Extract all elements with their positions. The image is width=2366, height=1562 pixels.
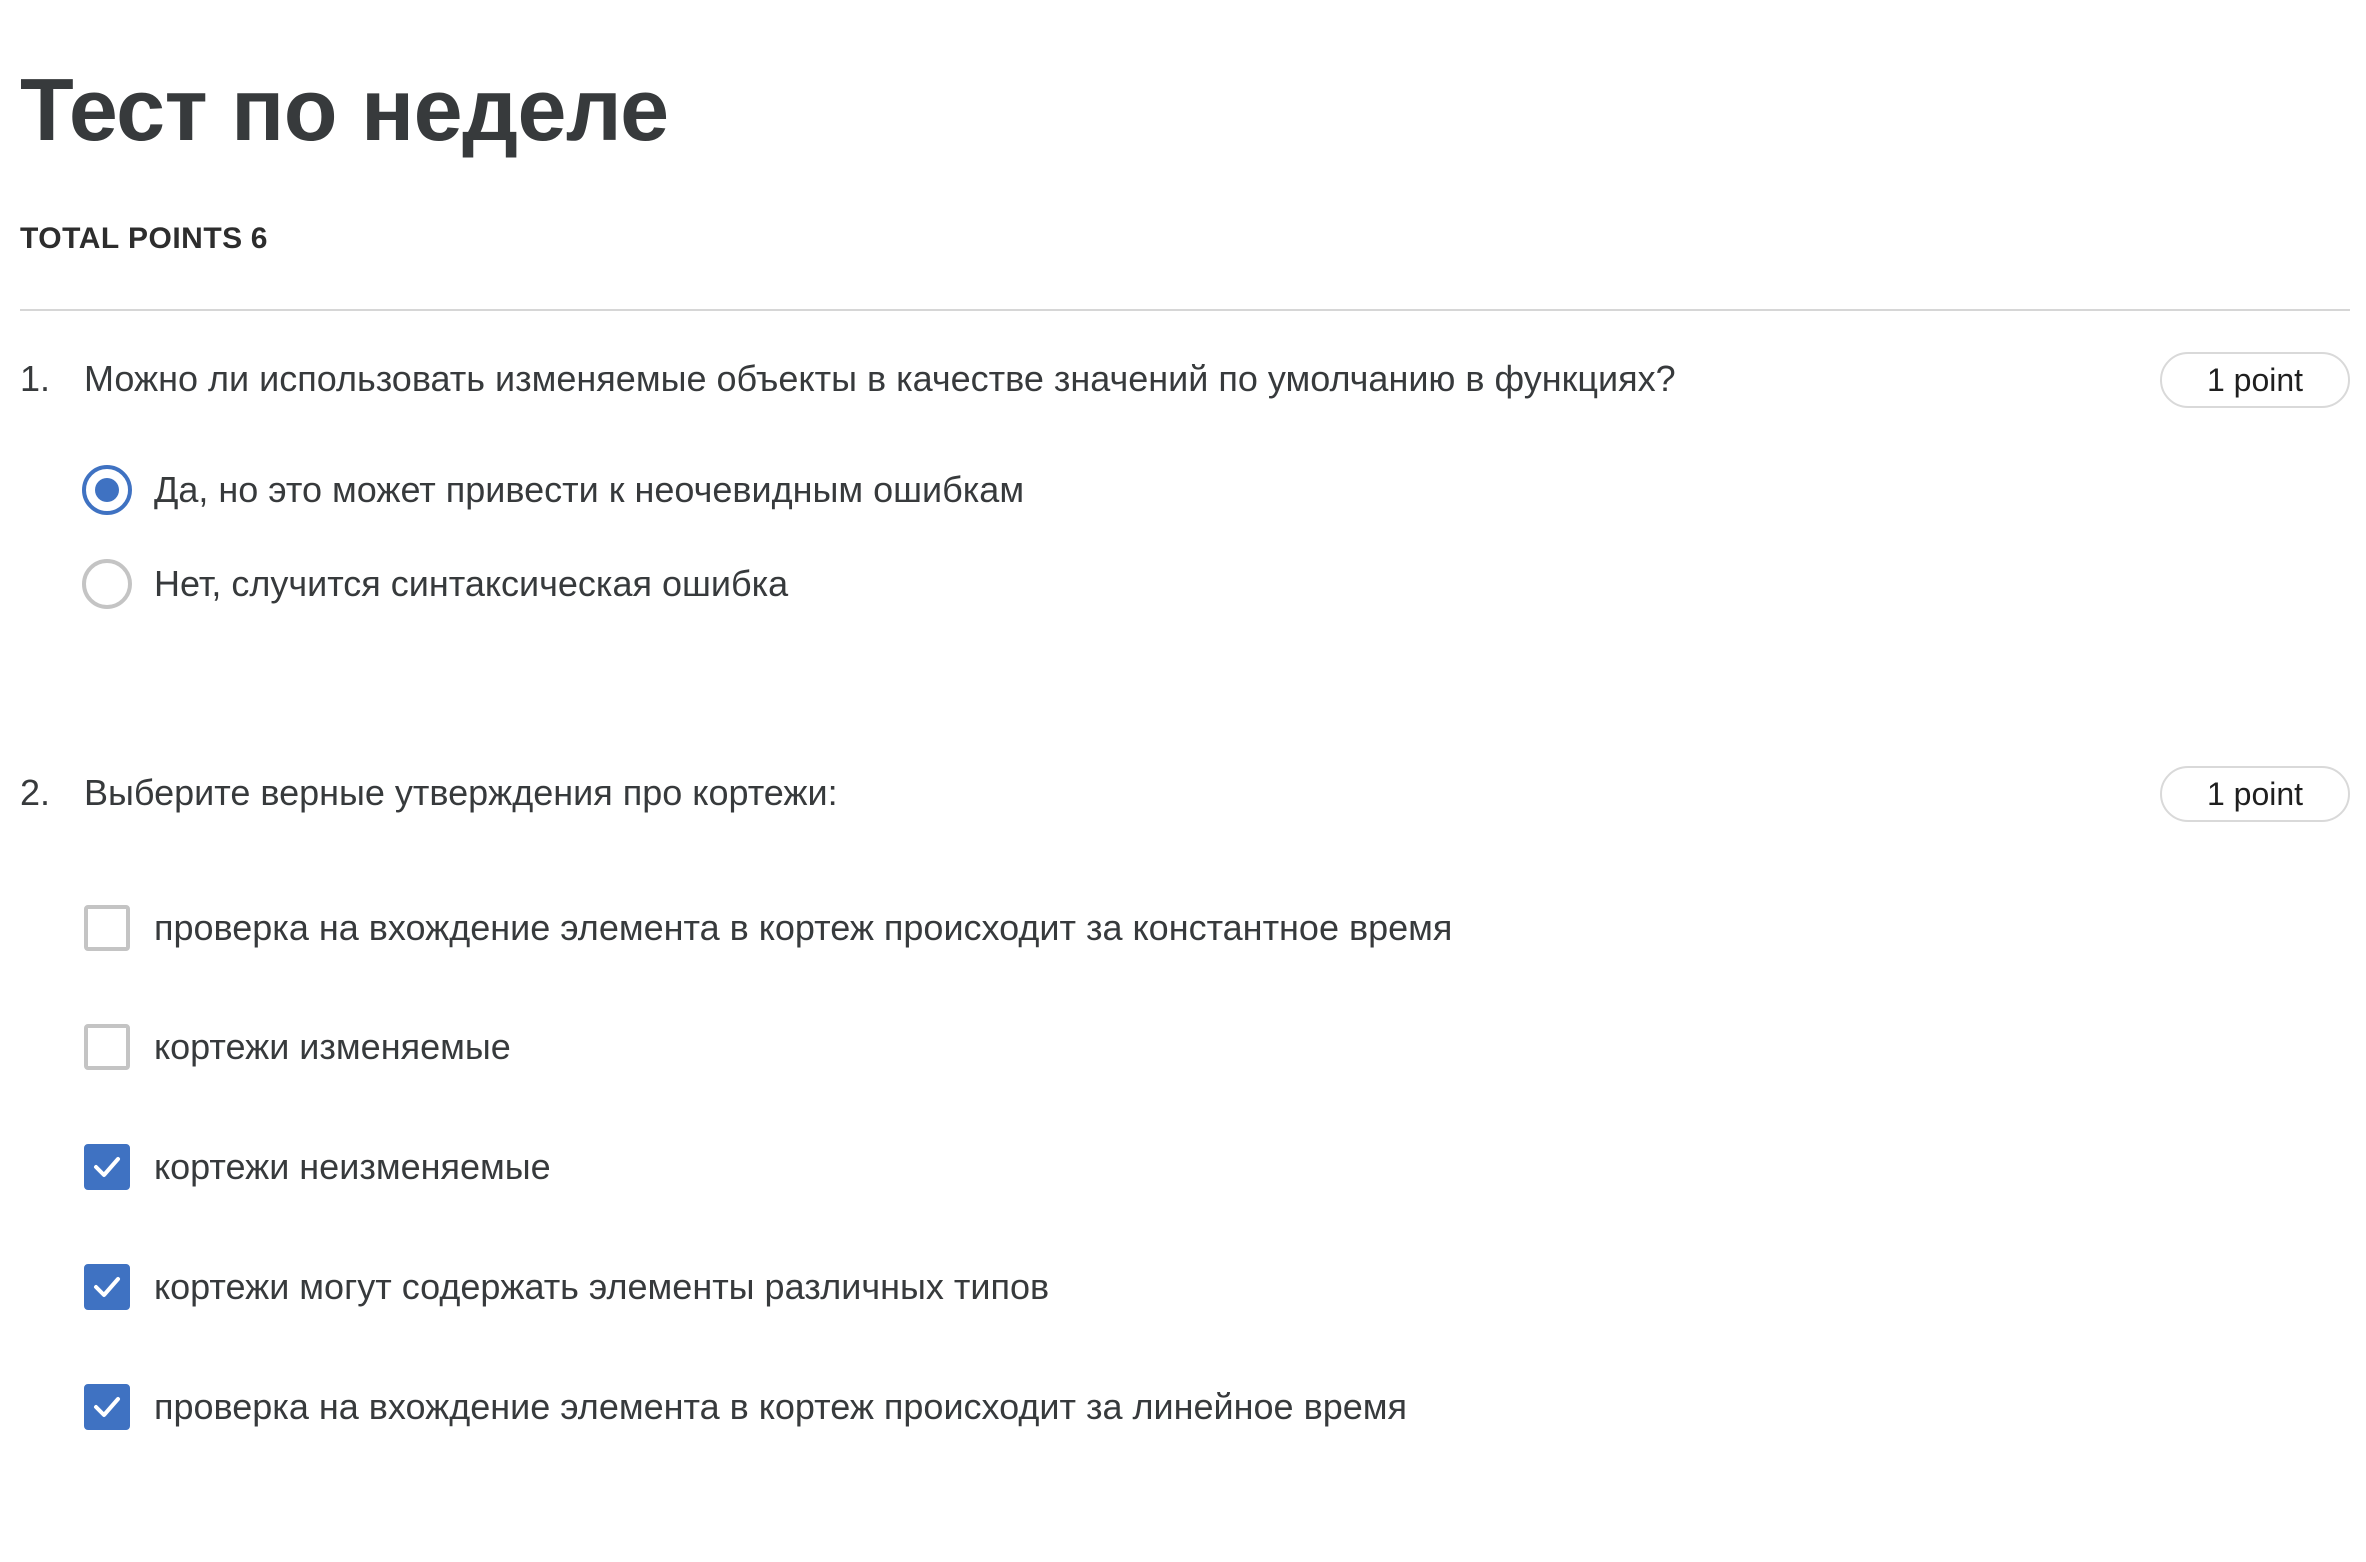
option-label: проверка на вхождение элемента в кортеж происходит за константное время [154,907,1453,948]
checkbox-option[interactable] [82,1020,511,1074]
checkbox-option[interactable] [82,1380,1407,1434]
radio-button-selected[interactable] [82,465,132,515]
quiz-page [20,0,2350,1562]
checkbox[interactable] [84,905,130,951]
option-label: кортежи изменяемые [154,1026,511,1067]
option-label: кортежи неизменяемые [154,1146,551,1187]
checkbox-checked[interactable] [84,1144,130,1190]
total-points [20,222,268,256]
radio-button[interactable] [82,559,132,609]
option-label: кортежи могут содержать элементы различных типов [154,1266,1050,1307]
total-points-value: 6 [250,222,268,255]
page-title: Тест по неделе [20,60,669,159]
checkbox-option[interactable] [82,1140,551,1194]
header-divider [20,309,2350,311]
option-label: проверка на вхождение элемента в кортеж происходит за линейное время [154,1386,1407,1427]
option-label: Да, но это может привести к неочевидным ошибкам [154,469,1025,510]
radio-option[interactable] [82,557,788,611]
check-icon [91,1151,123,1183]
option-label: Нет, случится синтаксическая ошибка [154,563,789,604]
total-points-label: TOTAL POINTS [20,222,243,255]
checkbox[interactable] [84,1024,130,1070]
question-number: 2. [20,772,51,813]
question-text: Выберите верные утверждения про кортежи: [84,772,838,813]
question-text: Можно ли использовать изменяемые объекты в качестве значений по умолчанию в функциях? [84,358,1676,399]
check-icon [91,1271,123,1303]
question-number: 1. [20,358,51,399]
checkbox-option[interactable] [82,1260,1049,1314]
checkbox-checked[interactable] [84,1384,130,1430]
checkbox-checked[interactable] [84,1264,130,1310]
radio-option[interactable] [82,463,1024,517]
checkbox-option[interactable] [82,901,1452,955]
points-badge: 1 point [2160,766,2350,822]
check-icon [91,1391,123,1423]
points-badge: 1 point [2160,352,2350,408]
